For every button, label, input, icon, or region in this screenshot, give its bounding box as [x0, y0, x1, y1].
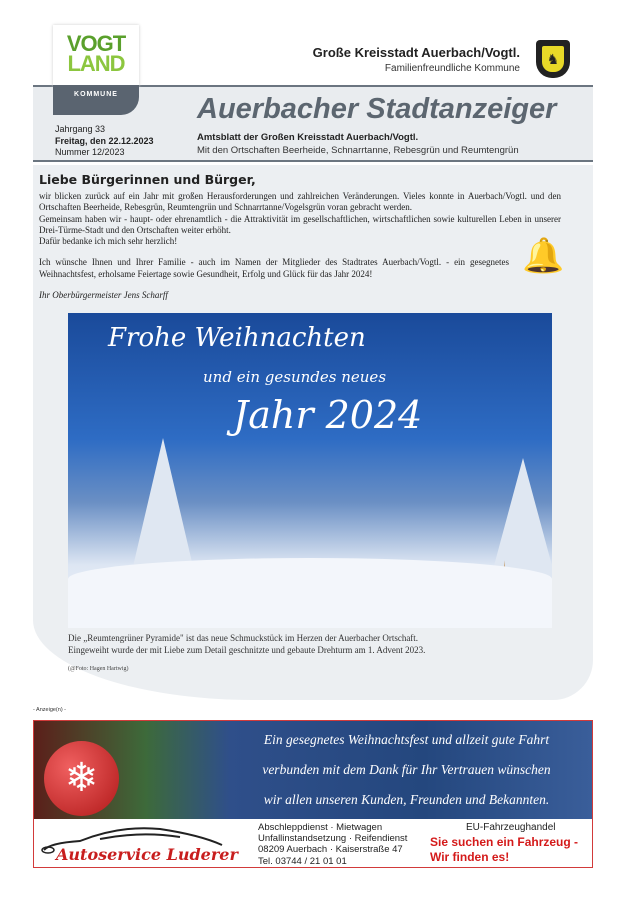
ad-service-line: Abschleppdienst · Mietwagen: [258, 822, 383, 833]
letter-body: [39, 191, 561, 311]
ornament-icon: ❄: [44, 741, 119, 816]
coat-of-arms-icon: ♞: [536, 40, 570, 78]
advertisement[interactable]: [33, 720, 593, 868]
ad-label: - Anzeige(n) -: [33, 707, 67, 713]
subtitle-districts: Mit den Ortschaften Beerheide, Schnarrtanne, Rebesgrün und Reumtengrün: [197, 145, 519, 156]
issue-year: Jahrgang 33: [55, 124, 106, 134]
issue-meta: [55, 124, 154, 159]
vogtland-logo: [53, 25, 139, 87]
ad-brand: Autoservice Luderer: [56, 845, 238, 864]
issue-number: Nummer 12/2023: [55, 147, 125, 157]
letter-paragraph: Gemeinsam haben wir - haupt- oder ehrenamtlich - die Attraktivität im gesellschaftlichen, wirtschaftlichen sowie kulturellen Leben in unserer Drei-Türme-Stadt und den Ortschaften weiter erhöht.: [39, 213, 561, 235]
christmas-photo: [68, 313, 552, 628]
snow-ground: [68, 558, 552, 628]
page-title: Auerbacher Stadtanzeiger: [197, 93, 557, 125]
photo-caption: [68, 632, 425, 656]
issue-date: Freitag, den 22.12.2023: [55, 135, 154, 146]
ad-cta-line: Sie suchen ein Fahrzeug -: [430, 835, 579, 849]
letter-signature: Ihr Oberbürgermeister Jens Scharff: [39, 290, 168, 301]
ad-greeting-line: verbunden mit dem Dank für Ihr Vertrauen wünschen: [262, 762, 551, 777]
caption-line: Die „Reumtengrüner Pyramide" ist das neue Schmuckstück im Herzen der Auerbacher Ortschaft.: [68, 633, 419, 643]
ad-greeting-line: Ein gesegnetes Weihnachtsfest und allzeit gute Fahrt: [263, 732, 550, 747]
letter-paragraph: Dafür bedanke ich mich sehr herzlich!: [39, 236, 178, 247]
logo-tag: KOMMUNE: [53, 85, 139, 115]
letter-paragraph: Ich wünsche Ihnen und Ihrer Familie - auch im Namen der Mitglieder des Stadtrates Auerbach/Vogtl. - ein gesegnetes Weihnachtsfest, erholsame Feiertage sowie Gesundheit, Erfolg und Glück für das Jahr 2024!: [39, 257, 509, 279]
letter-paragraph: wir blicken zurück auf ein Jahr mit großen Herausforderungen und zahlreichen Veränderungen. Vieles konnte in Auerbach/Vogtl. und den Ortschaften Beerheide, Rebesgrün, Reumtengrün und Schnarrtanne/Vogelsgrün voran gebracht werden.: [39, 191, 561, 213]
ad-cta-line: Wir finden es!: [430, 850, 510, 864]
photo-subline: und ein gesundes neues: [203, 368, 387, 386]
ad-greeting: [224, 725, 589, 815]
logo-line1: VOGT: [66, 31, 126, 56]
ad-banner: [34, 721, 592, 819]
subtitle: Amtsblatt der Großen Kreisstadt Auerbach/Vogtl.: [197, 132, 419, 143]
caption-line: Eingeweiht wurde der mit Liebe zum Detail geschnitzte und gebaute Drehturm am 1. Advent 2023.: [68, 645, 426, 655]
photo-headline: Frohe Weihnachten: [108, 323, 366, 353]
ad-eu-trade: EU-Fahrzeughandel: [466, 822, 556, 833]
ad-call-to-action: [430, 835, 578, 865]
city-slogan: Familienfreundliche Kommune: [384, 63, 520, 74]
ad-service-line: Unfallinstandsetzung · Reifendienst: [258, 833, 408, 845]
photo-year: Jahr 2024: [233, 393, 423, 437]
letter-greeting: Liebe Bürgerinnen und Bürger,: [39, 172, 256, 187]
ad-info: [34, 819, 592, 868]
ad-address: 08209 Auerbach · Kaiserstraße 47: [258, 844, 403, 856]
ad-phone: Tel. 03744 / 21 01 01: [258, 855, 347, 867]
city-name: Große Kreisstadt Auerbach/Vogtl.: [312, 45, 520, 60]
logo-line2: LAND: [67, 51, 125, 76]
ad-greeting-line: wir allen unseren Kunden, Freunden und Bekannten.: [263, 792, 550, 807]
photo-credit: (@Foto: Hagen Hartwig): [68, 666, 129, 672]
christmas-bells-icon: 🔔: [522, 237, 565, 275]
ad-services: [258, 822, 407, 867]
